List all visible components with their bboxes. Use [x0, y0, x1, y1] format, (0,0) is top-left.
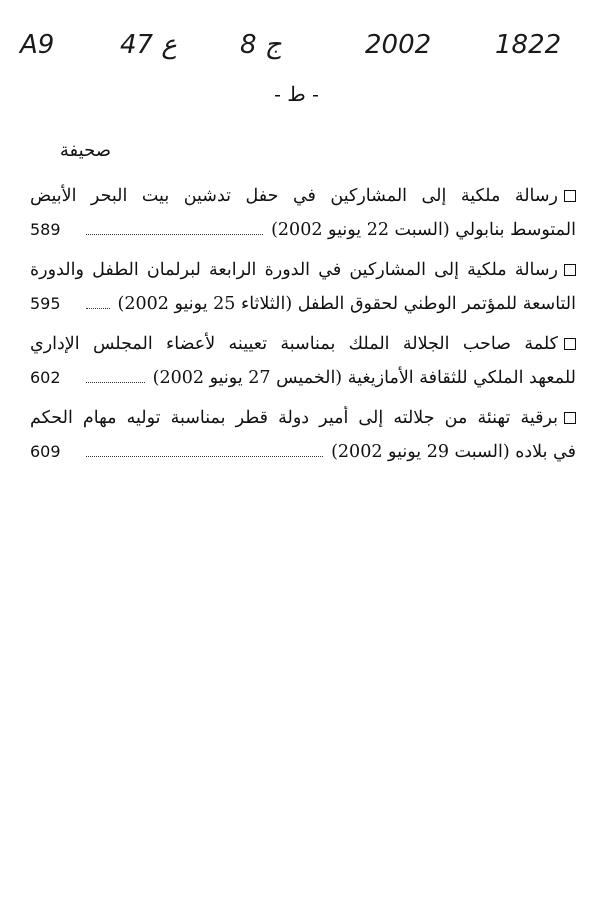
toc-entry-title: كلمة صاحب الجلالة الملك بمناسبة تعيينه لأعضاء المجلس الإداري [30, 334, 558, 354]
toc-entry [30, 184, 576, 242]
handwritten-note: ج 8 [240, 30, 282, 60]
toc-entry-line [30, 366, 576, 390]
toc-entry-title: رسالة ملكية إلى المشاركين في حفل تدشين بيت البحر الأبيض [30, 186, 558, 206]
toc-entry-title-cont: المتوسط بنابولي (السبت 22 يونيو 2002) [271, 220, 576, 240]
checkbox-icon [564, 412, 576, 424]
checkbox-icon [564, 264, 576, 276]
toc-entry-line [30, 292, 576, 316]
dot-leader [86, 382, 145, 383]
toc-entry-title-cont: التاسعة للمؤتمر الوطني لحقوق الطفل (الثلاثاء 25 يونيو 2002) [117, 294, 576, 314]
toc-entry-line [30, 332, 576, 356]
toc-entry-line [30, 258, 576, 282]
table-of-contents [30, 184, 576, 480]
toc-entry [30, 406, 576, 464]
toc-entry-line [30, 184, 576, 208]
handwritten-note: 1822 [495, 30, 562, 60]
toc-entry-title: رسالة ملكية إلى المشاركين في الدورة الرابعة لبرلمان الطفل والدورة [30, 260, 558, 280]
dot-leader [86, 456, 323, 457]
handwritten-note: A9 [20, 30, 55, 60]
page-number: 595 [30, 294, 61, 313]
page-letter: - ط - [274, 82, 319, 106]
toc-entry [30, 332, 576, 390]
page-column-header: صحيفة [59, 140, 111, 161]
toc-entry-line [30, 440, 576, 464]
toc-entry-title-cont: في بلاده (السبت 29 يونيو 2002) [331, 442, 576, 462]
dot-leader [86, 308, 110, 309]
handwritten-note: 2002 [365, 30, 432, 60]
toc-entry-line [30, 218, 576, 242]
handwritten-note: 47 ع [120, 30, 177, 60]
dot-leader [86, 234, 263, 235]
page-number: 609 [30, 442, 61, 461]
checkbox-icon [564, 338, 576, 350]
toc-entry-line [30, 406, 576, 430]
toc-entry [30, 258, 576, 316]
toc-entry-title: برقية تهنئة من جلالته إلى أمير دولة قطر بمناسبة توليه مهام الحكم [30, 408, 558, 428]
checkbox-icon [564, 190, 576, 202]
page-number: 602 [30, 368, 61, 387]
handwritten-annotations [20, 30, 580, 70]
toc-entry-title-cont: للمعهد الملكي للثقافة الأمازيغية (الخميس 27 يونيو 2002) [152, 368, 576, 388]
page-number: 589 [30, 220, 61, 239]
